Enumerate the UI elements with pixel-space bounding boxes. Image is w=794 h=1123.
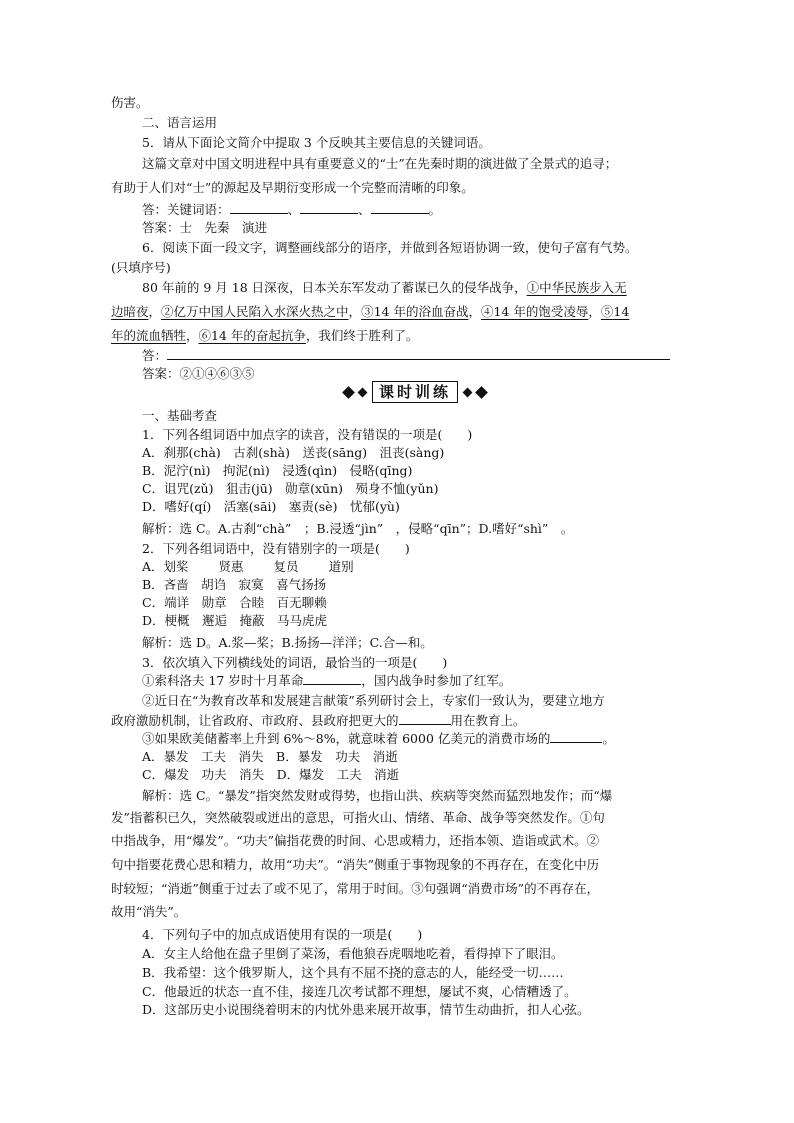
underlined-phrase-5: ⑤14	[600, 304, 630, 319]
analysis-line: 故用“消失”。	[111, 904, 187, 919]
analysis-line: 时较短；“消逝”侧重于过去了或不见了，常用于时间。③句强调“消费市场”的不再存在，	[111, 881, 600, 896]
option-c: C．端详 勋章 合睦 百无聊赖	[142, 595, 327, 610]
text-line: 这篇文章对中国文明进程中具有重要意义的“士”在先秦时期的演进做了全景式的追寻；	[142, 156, 618, 171]
text-line: 伤害。	[111, 95, 149, 110]
underlined-phrase-6: ⑥14 年的奋起抗争	[198, 328, 306, 343]
comma: ，	[588, 304, 601, 319]
answer-blank[interactable]	[230, 201, 288, 214]
passage-text: ，我们终于胜利了。	[305, 328, 419, 343]
option-a: A．女主人给他在盘子里倒了菜汤，看他狼吞虎咽地吃着，看得掉下了眼泪。	[142, 946, 564, 961]
comma: ，	[148, 304, 162, 319]
sentence-2: ②近日在“为教育改革和发展建言献策”系列研讨会上，专家们一致认为，要建立地方	[142, 693, 605, 708]
diamond-icon	[475, 386, 488, 399]
sentence-2-cont	[111, 711, 683, 730]
section-title: 课时训练	[372, 381, 458, 403]
passage-text: 80 年前的 9 月 18 日深夜，日本关东军发动了蓄谋已久的侵华战争，	[142, 280, 527, 295]
text-line: 有助于人们对“士”的源起及早期衍变形成一个完整而清晰的印象。	[111, 180, 474, 195]
comma: ，	[348, 304, 362, 319]
option-c: C．诅咒(zǔ) 狙击(jū) 勋章(xūn) 殒身不恤(yǔn)	[142, 481, 439, 496]
analysis-line: 句中指要花费心思和精力，故用“功夫”。“消失”侧重于事物现象的不再存在，在变化中历	[111, 857, 600, 872]
diamond-icon	[358, 387, 368, 397]
section-title-banner	[330, 380, 500, 404]
underlined-phrase-5: 年的流血牺牲	[111, 328, 187, 343]
sentence-text: 用在教育上。	[450, 713, 526, 728]
separator: 、	[287, 202, 301, 217]
question-4: 4．下列句子中的加点成语使用有误的一项是( )	[142, 927, 423, 942]
option-b: B．我希望：这个俄罗斯人，这个具有不屈不挠的意志的人，能经受一切……	[142, 965, 564, 980]
answer-line: 答案：士 先秦 演进	[142, 220, 268, 235]
diamond-icon	[463, 387, 473, 397]
sentence-text: 政府激励机制，让省政府、市政府、县政府把更大的	[111, 713, 399, 728]
sentence-text: ①索科洛夫 17 岁时十月革命	[142, 673, 304, 688]
sentence-1	[142, 671, 714, 690]
answer-blank[interactable]	[167, 347, 670, 360]
underlined-phrase-2: ②亿万中国人民陷入水深火热之中	[161, 304, 349, 319]
option-a: A．刹那(chà) 古刹(shà) 送丧(sāng) 沮丧(sàng)	[142, 445, 445, 460]
sentence-text: ③如果欧美储蓄率上升到 6%～8%，就意味着 6000 亿美元的消费市场的	[142, 731, 551, 746]
answer-blank[interactable]	[300, 201, 358, 214]
section-heading: 二、语言运用	[142, 115, 218, 130]
section-heading: 一、基础考查	[142, 408, 218, 423]
option-b: B．吝啬 胡诌 寂寞 喜气扬扬	[142, 577, 327, 592]
answer-line: 答案：②①④⑥③⑤	[142, 366, 255, 381]
passage-line	[111, 302, 683, 321]
comma: ，	[186, 328, 199, 343]
analysis-line: 中指战争，用“爆发”。“功夫”偏指花费的时间、心思或精力，还指本领、造诣或武术。②	[111, 833, 600, 848]
fill-blank[interactable]	[550, 730, 602, 743]
analysis-line: 解析：选 C。“暴发”指突然发财或得势，也指山洪、疾病等突然而猛烈地发作；而“爆	[142, 788, 613, 803]
underlined-phrase-1: 边暗夜	[111, 304, 149, 319]
analysis-line: 解析：选 C。A.古刹“chà” ；B.浸透“jìn” ，侵略“qīn”；D.嗜好“shì” 。	[142, 521, 574, 536]
question-5: 5．请从下面论文简介中提取 3 个反映其主要信息的关键词语。	[142, 135, 491, 150]
answer-blank[interactable]	[371, 201, 429, 214]
question-3: 3．依次填入下列横线处的词语，最恰当的一项是( )	[142, 655, 448, 670]
question-1: 1．下列各组词语中加点字的读音，没有错误的一项是( )	[142, 427, 473, 442]
option-word: 贤惠	[218, 559, 244, 574]
passage-line	[111, 326, 683, 345]
question-6: 6．阅读下面一段文字，调整画线部分的语序，并做到各短语协调一致，使句子富有气势。	[142, 240, 638, 255]
underlined-phrase-1: ①中华民族步入无	[526, 280, 627, 295]
question-2: 2．下列各组词语中，没有错别字的一项是( )	[142, 541, 410, 556]
options-cd: C．爆发 功夫 消失 D．爆发 工夫 消逝	[142, 767, 400, 782]
option-word: 复员	[273, 559, 299, 574]
analysis-line: 发”指蓄积已久，突然破裂或迸出的意思，可指火山、情绪、革命、战争等突然发作。①句	[111, 810, 605, 825]
option-b: B．泥泞(nì) 拘泥(nì) 浸透(qìn) 侵略(qīng)	[142, 463, 413, 478]
analysis-line: 解析：选 D。A.浆—桨；B.扬扬—洋洋；C.合—和。	[142, 635, 433, 650]
underlined-phrase-4: ④14 年的饱受凌辱	[480, 304, 589, 319]
period: 。	[602, 731, 615, 746]
option-a	[142, 557, 714, 576]
text-line: (只填序号)	[111, 260, 171, 275]
fill-blank[interactable]	[303, 672, 361, 685]
answer-label: 答：	[142, 348, 168, 363]
sentence-3	[142, 729, 714, 748]
option-word: A．划桨	[142, 559, 189, 574]
underlined-phrase-3: ③14 年的浴血奋战	[361, 304, 469, 319]
option-d: D．这部历史小说围绕着明末的内忧外患来展开故事，情节生动曲折，扣人心弦。	[142, 1002, 590, 1017]
option-d: D．梗概 邂逅 掩蔽 马马虎虎	[142, 613, 328, 628]
fill-blank[interactable]	[399, 712, 451, 725]
comma: ，	[468, 304, 481, 319]
diamond-icon	[342, 386, 355, 399]
options-ab: A．暴发 工夫 消失 B．暴发 功夫 消逝	[142, 749, 398, 764]
answer-row	[142, 346, 714, 365]
option-d: D．嗜好(qí) 活塞(sāi) 塞责(sè) 忧郁(yù)	[142, 499, 400, 514]
passage-line	[142, 278, 714, 297]
period: 。	[428, 202, 442, 217]
separator: 、	[358, 202, 371, 217]
option-word: 道别	[328, 559, 354, 574]
answer-blanks	[142, 200, 714, 219]
answer-label: 答：关键词语：	[142, 202, 230, 217]
sentence-text: ，国内战争时参加了红军。	[361, 673, 512, 688]
option-c: C．他最近的状态一直不佳，接连几次考试都不理想，屡试不爽，心情糟透了。	[142, 984, 577, 999]
